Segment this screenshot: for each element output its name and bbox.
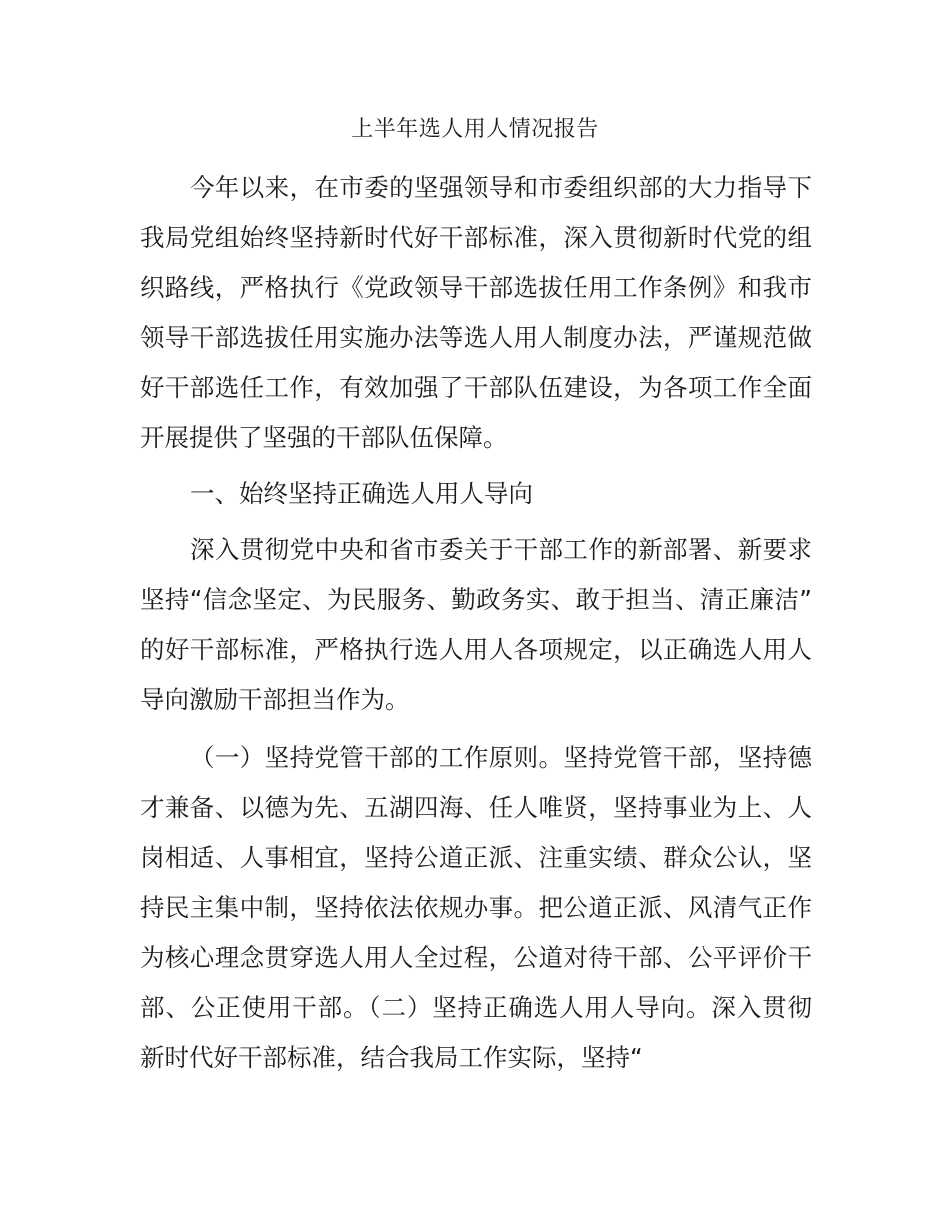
paragraph-3-line-4: 持民主集中制，坚持依法依规办事。把公道正派、风清气正作 [140,893,812,922]
paragraph-2-line-2: 坚持“信念坚定、为民服务、勤政务实、敢于担当、清正廉洁” [140,585,812,614]
paragraph-1-line-5: 好干部选任工作，有效加强了干部队伍建设，为各项工作全面 [140,373,812,402]
paragraph-3-line-5: 为核心理念贯穿选人用人全过程，公道对待干部、公平评价干 [140,943,812,972]
paragraph-3-line-6: 部、公正使用干部。（二）坚持正确选人用人导向。深入贯彻 [140,993,812,1022]
paragraph-1-line-6: 开展提供了坚强的干部队伍保障。 [140,423,508,452]
paragraph-1-line-3: 织路线，严格执行《党政领导干部选拔任用工作条例》和我市 [140,273,812,302]
section-heading-1: 一、始终坚持正确选人用人导向 [190,479,533,508]
paragraph-1-line-4: 领导干部选拔任用实施办法等选人用人制度办法，严谨规范做 [140,323,812,352]
paragraph-2-line-1: 深入贯彻党中央和省市委关于干部工作的新部署、新要求 [190,535,812,564]
paragraph-2-line-3: 的好干部标准，严格执行选人用人各项规定，以正确选人用人 [140,635,812,664]
paragraph-3-line-3: 岗相适、人事相宜，坚持公道正派、注重实绩、群众公认，坚 [140,843,812,872]
document-title: 上半年选人用人情况报告 [351,117,599,142]
paragraph-1-line-2: 我局党组始终坚持新时代好干部标准，深入贯彻新时代党的组 [140,223,812,252]
paragraph-3-line-1: （一）坚持党管干部的工作原则。坚持党管干部，坚持德 [190,743,812,772]
paragraph-3-line-7: 新时代好干部标准，结合我局工作实际，坚持“ [140,1043,643,1072]
paragraph-3-line-2: 才兼备、以德为先、五湖四海、任人唯贤，坚持事业为上、人 [140,793,812,822]
paragraph-2-line-4: 导向激励干部担当作为。 [140,685,410,714]
paragraph-1-line-1: 今年以来，在市委的坚强领导和市委组织部的大力指导下 [190,173,812,202]
